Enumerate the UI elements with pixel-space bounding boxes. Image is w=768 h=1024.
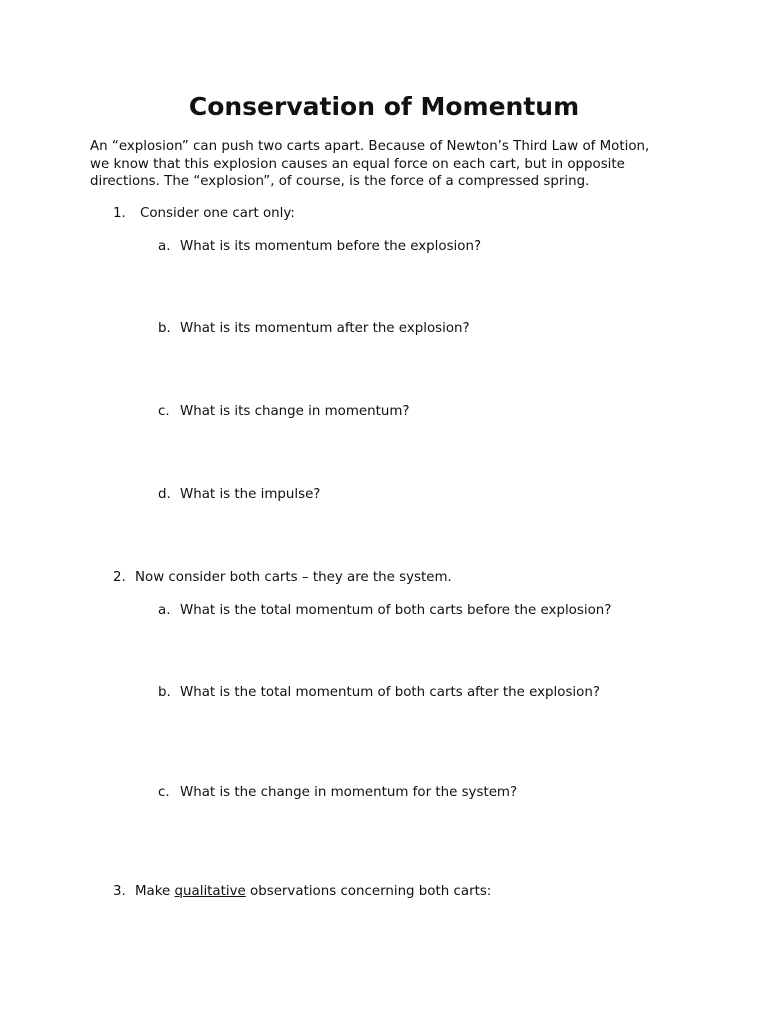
part-text: What is the total momentum of both carts before the explosion? — [180, 603, 612, 618]
underlined-term: qualitative — [174, 884, 246, 899]
part-text: What is the total momentum of both carts after the explosion? — [180, 685, 600, 700]
part-letter: d. — [158, 487, 171, 502]
part-text: What is its change in momentum? — [180, 404, 410, 419]
part-text: What is the impulse? — [180, 487, 321, 502]
part-letter: c. — [158, 404, 170, 419]
question-text — [135, 883, 491, 901]
question-text-start: Make — [135, 884, 175, 899]
intro-line: directions. The “explosion”, of course, is the force of a compressed spring. — [90, 174, 590, 189]
intro-paragraph — [90, 138, 690, 191]
part-text: What is its momentum before the explosion? — [180, 239, 482, 254]
question-text-end: observations concerning both carts: — [245, 884, 492, 899]
part-letter: a. — [158, 603, 171, 618]
intro-line: we know that this explosion causes an equal force on each cart, but in opposite — [90, 156, 625, 172]
intro-line: An “explosion” can push two carts apart. Because of Newton’s Third Law of Motion, — [90, 139, 650, 154]
part-letter: b. — [158, 685, 171, 700]
question-text: Consider one cart only: — [140, 206, 295, 221]
part-letter: c. — [158, 785, 170, 800]
question-number: 3. — [113, 884, 126, 899]
question-number: 1. — [113, 206, 126, 221]
part-letter: a. — [158, 239, 171, 254]
page-title: Conservation of Momentum — [188, 92, 580, 121]
part-text: What is the change in momentum for the system? — [180, 785, 518, 800]
part-letter: b. — [158, 321, 171, 336]
question-number: 2. — [113, 570, 126, 585]
part-text: What is its momentum after the explosion? — [180, 321, 470, 336]
question-text: Now consider both carts – they are the system. — [135, 570, 452, 585]
